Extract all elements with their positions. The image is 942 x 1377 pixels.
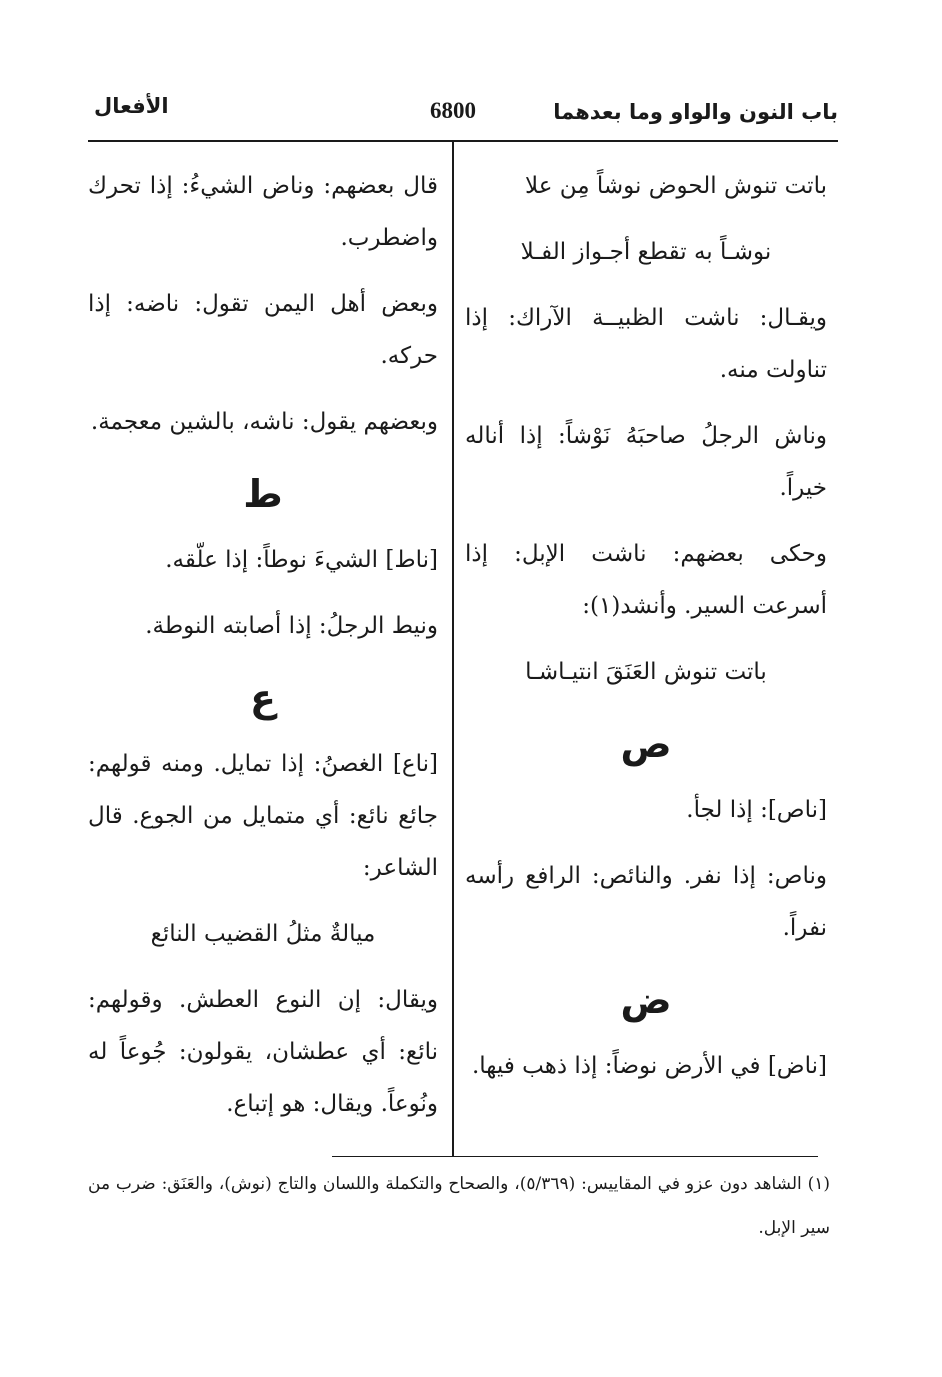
- chapter-title: باب النون والواو وما بعدهما: [553, 100, 838, 124]
- entry: [ناع] الغصنُ: إذا تمايل. ومنه قولهم: جائع نائع: أي متمايل من الجوع. قال الشاعر:: [88, 751, 438, 881]
- paragraph: وحكى بعضهم: ناشت الإبل: إذا أسرعت السير. وأنشد(١):: [465, 541, 827, 619]
- right-column: [465, 160, 827, 1106]
- footnote: (١) الشاهد دون عزو في المقاييس: (٥/٣٦٩)، والصحاح والتكملة واللسان والتاج (نوش)، والعَنَق: ضرب من سير الإبل.: [88, 1174, 831, 1238]
- page-number: 6800: [430, 98, 476, 123]
- section-title: الأفعال: [94, 94, 169, 118]
- paragraph: وبعض أهل اليمن تقول: ناضه: إذا حركه.: [88, 291, 438, 369]
- paragraph: وبعضهم يقول: ناشه، بالشين معجمة.: [90, 409, 438, 435]
- entry: [ناض] في الأرض نوضاً: إذا ذهب فيها.: [471, 1053, 827, 1079]
- paragraph: وناش الرجلُ صاحبَهُ نَوْشاً: إذا أناله خيراً.: [465, 423, 827, 501]
- verse: نوشـاً به تقطع أجـواز الفـلا: [520, 239, 772, 265]
- page-header: [88, 92, 838, 132]
- left-column: [88, 160, 438, 1144]
- section-letter-ta: ط: [243, 472, 283, 516]
- verse: باتت تنوش العَنَقَ انتيـاشـا: [525, 659, 767, 685]
- column-divider: [452, 141, 454, 1157]
- section-letter-sad: ص: [620, 722, 672, 766]
- entry: [ناص]: إذا لجأ.: [686, 797, 827, 823]
- entry: [ناط] الشيءَ نوطاً: إذا علّقه.: [165, 547, 438, 573]
- entry: وناص: إذا نفر. والنائص: الرافع رأسه نفراً.: [465, 863, 827, 941]
- footnote-rule: [332, 1156, 818, 1157]
- paragraph: قال بعضهم: وناض الشيءُ: إذا تحرك واضطرب.: [88, 173, 438, 251]
- paragraph: ويقـال: ناشت الظبيــة الآراك: إذا تناولت منه.: [465, 305, 827, 383]
- footnotes: [88, 1162, 830, 1250]
- section-letter-dad: ض: [620, 978, 672, 1022]
- header-rule: [88, 140, 838, 142]
- verse: ميالةٌ مثلُ القضيب النائع: [150, 921, 376, 947]
- entry: ونيط الرجلُ: إذا أصابته النوطة.: [145, 613, 438, 639]
- section-letter-ayn: ع: [250, 676, 276, 720]
- paragraph: ويقال: إن النوع العطش. وقولهم: نائع: أي عطشان، يقولون: جُوعاً له ونُوعاً. ويقال: هو إتباع.: [88, 987, 438, 1117]
- verse: باتت تنوش الحوض نوشاً مِن علا: [524, 173, 827, 199]
